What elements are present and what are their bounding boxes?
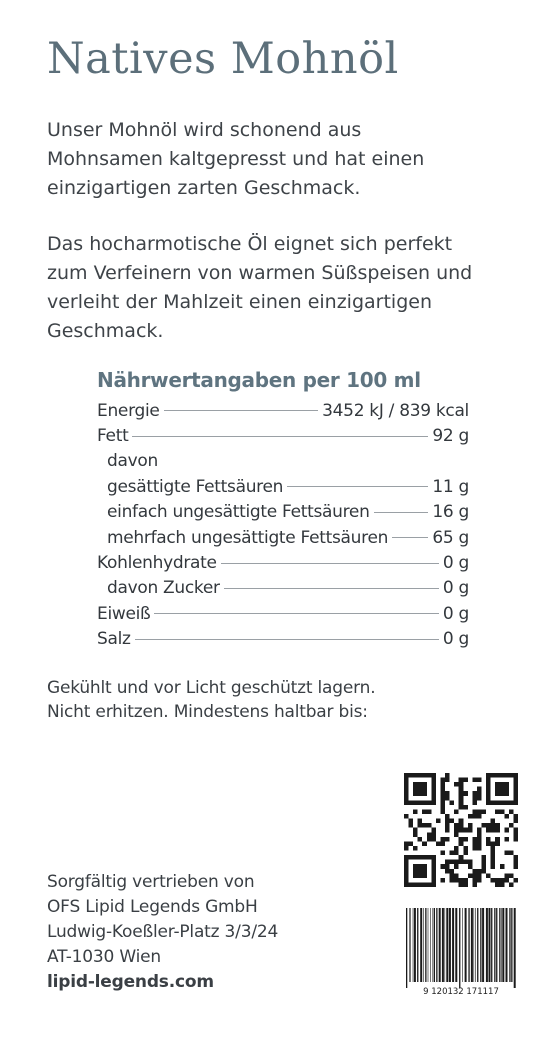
qr-code-icon[interactable] [404, 773, 518, 887]
product-title: Natives Mohnöl [47, 34, 399, 84]
description-line: Mohnsamen kaltgepresst und hat einen [47, 148, 425, 170]
nutrition-row [97, 423, 469, 448]
description-paragraph-1 [47, 116, 542, 203]
nutrition-label: gesättigte Fettsäuren [107, 476, 284, 497]
nutrition-value: 11 g [432, 476, 469, 497]
company-name: OFS Lipid Legends GmbH [47, 897, 258, 917]
leader-line [132, 436, 428, 437]
description-paragraph-2 [47, 230, 542, 346]
description-line: Unser Mohnöl wird schonend aus [47, 119, 362, 141]
street-address: Ludwig-Koeßler-Platz 3/3/24 [47, 922, 279, 942]
nutrition-label: Fett [97, 426, 129, 447]
nutrition-rows [97, 398, 469, 652]
description-line: Das hocharmotische Öl eignet sich perfekt [47, 233, 453, 255]
nutrition-row [97, 576, 469, 601]
leader-line [287, 486, 428, 487]
barcode-icon [402, 908, 520, 998]
nutrition-label: davon [107, 451, 158, 472]
nutrition-row [97, 500, 469, 525]
nutrition-row [97, 601, 469, 626]
nutrition-value: 16 g [432, 502, 469, 523]
nutrition-row [97, 474, 469, 499]
storage-line: Nicht erhitzen. Mindestens haltbar bis: [47, 702, 368, 722]
nutrition-value: 3452 kJ / 839 kcal [322, 400, 469, 421]
nutrition-value: 0 g [442, 629, 469, 650]
nutrition-label: Energie [97, 400, 160, 421]
nutrition-value: 0 g [442, 603, 469, 624]
city-address: AT-1030 Wien [47, 947, 161, 967]
description-line: einzigartigen zarten Geschmack. [47, 177, 361, 199]
nutrition-row [97, 449, 469, 474]
nutrition-row [97, 550, 469, 575]
leader-line [135, 639, 439, 640]
leader-line [154, 613, 438, 614]
nutrition-table [97, 368, 469, 652]
nutrition-value: 92 g [432, 426, 469, 447]
description-line: zum Verfeinern von warmen Süßspeisen und [47, 262, 473, 284]
website-link[interactable]: lipid-legends.com [47, 972, 214, 992]
nutrition-value: 0 g [442, 578, 469, 599]
distributor-line: Sorgfältig vertrieben von [47, 872, 255, 892]
leader-line [224, 588, 439, 589]
leader-line [221, 563, 439, 564]
nutrition-title: Nährwertangaben per 100 ml [97, 368, 421, 392]
nutrition-value: 65 g [432, 527, 469, 548]
nutrition-label: mehrfach ungesättigte Fettsäuren [107, 527, 389, 548]
leader-line [392, 537, 428, 538]
nutrition-row [97, 525, 469, 550]
nutrition-label: Eiweiß [97, 603, 151, 624]
leader-line [164, 410, 319, 411]
distributor-address [47, 870, 278, 995]
nutrition-value: 0 g [442, 553, 469, 574]
nutrition-row [97, 398, 469, 423]
storage-instructions [47, 676, 375, 724]
description-line: verleiht der Mahlzeit einen einzigartigen [47, 291, 432, 313]
nutrition-label: einfach ungesättigte Fettsäuren [107, 502, 370, 523]
nutrition-row [97, 627, 469, 652]
leader-line [374, 512, 429, 513]
nutrition-label: davon Zucker [107, 578, 220, 599]
description-line: Geschmack. [47, 320, 164, 342]
barcode-digits: 9 120132 171117 [423, 987, 499, 997]
nutrition-label: Salz [97, 629, 131, 650]
nutrition-label: Kohlenhydrate [97, 553, 217, 574]
storage-line: Gekühlt und vor Licht geschützt lagern. [47, 678, 376, 698]
